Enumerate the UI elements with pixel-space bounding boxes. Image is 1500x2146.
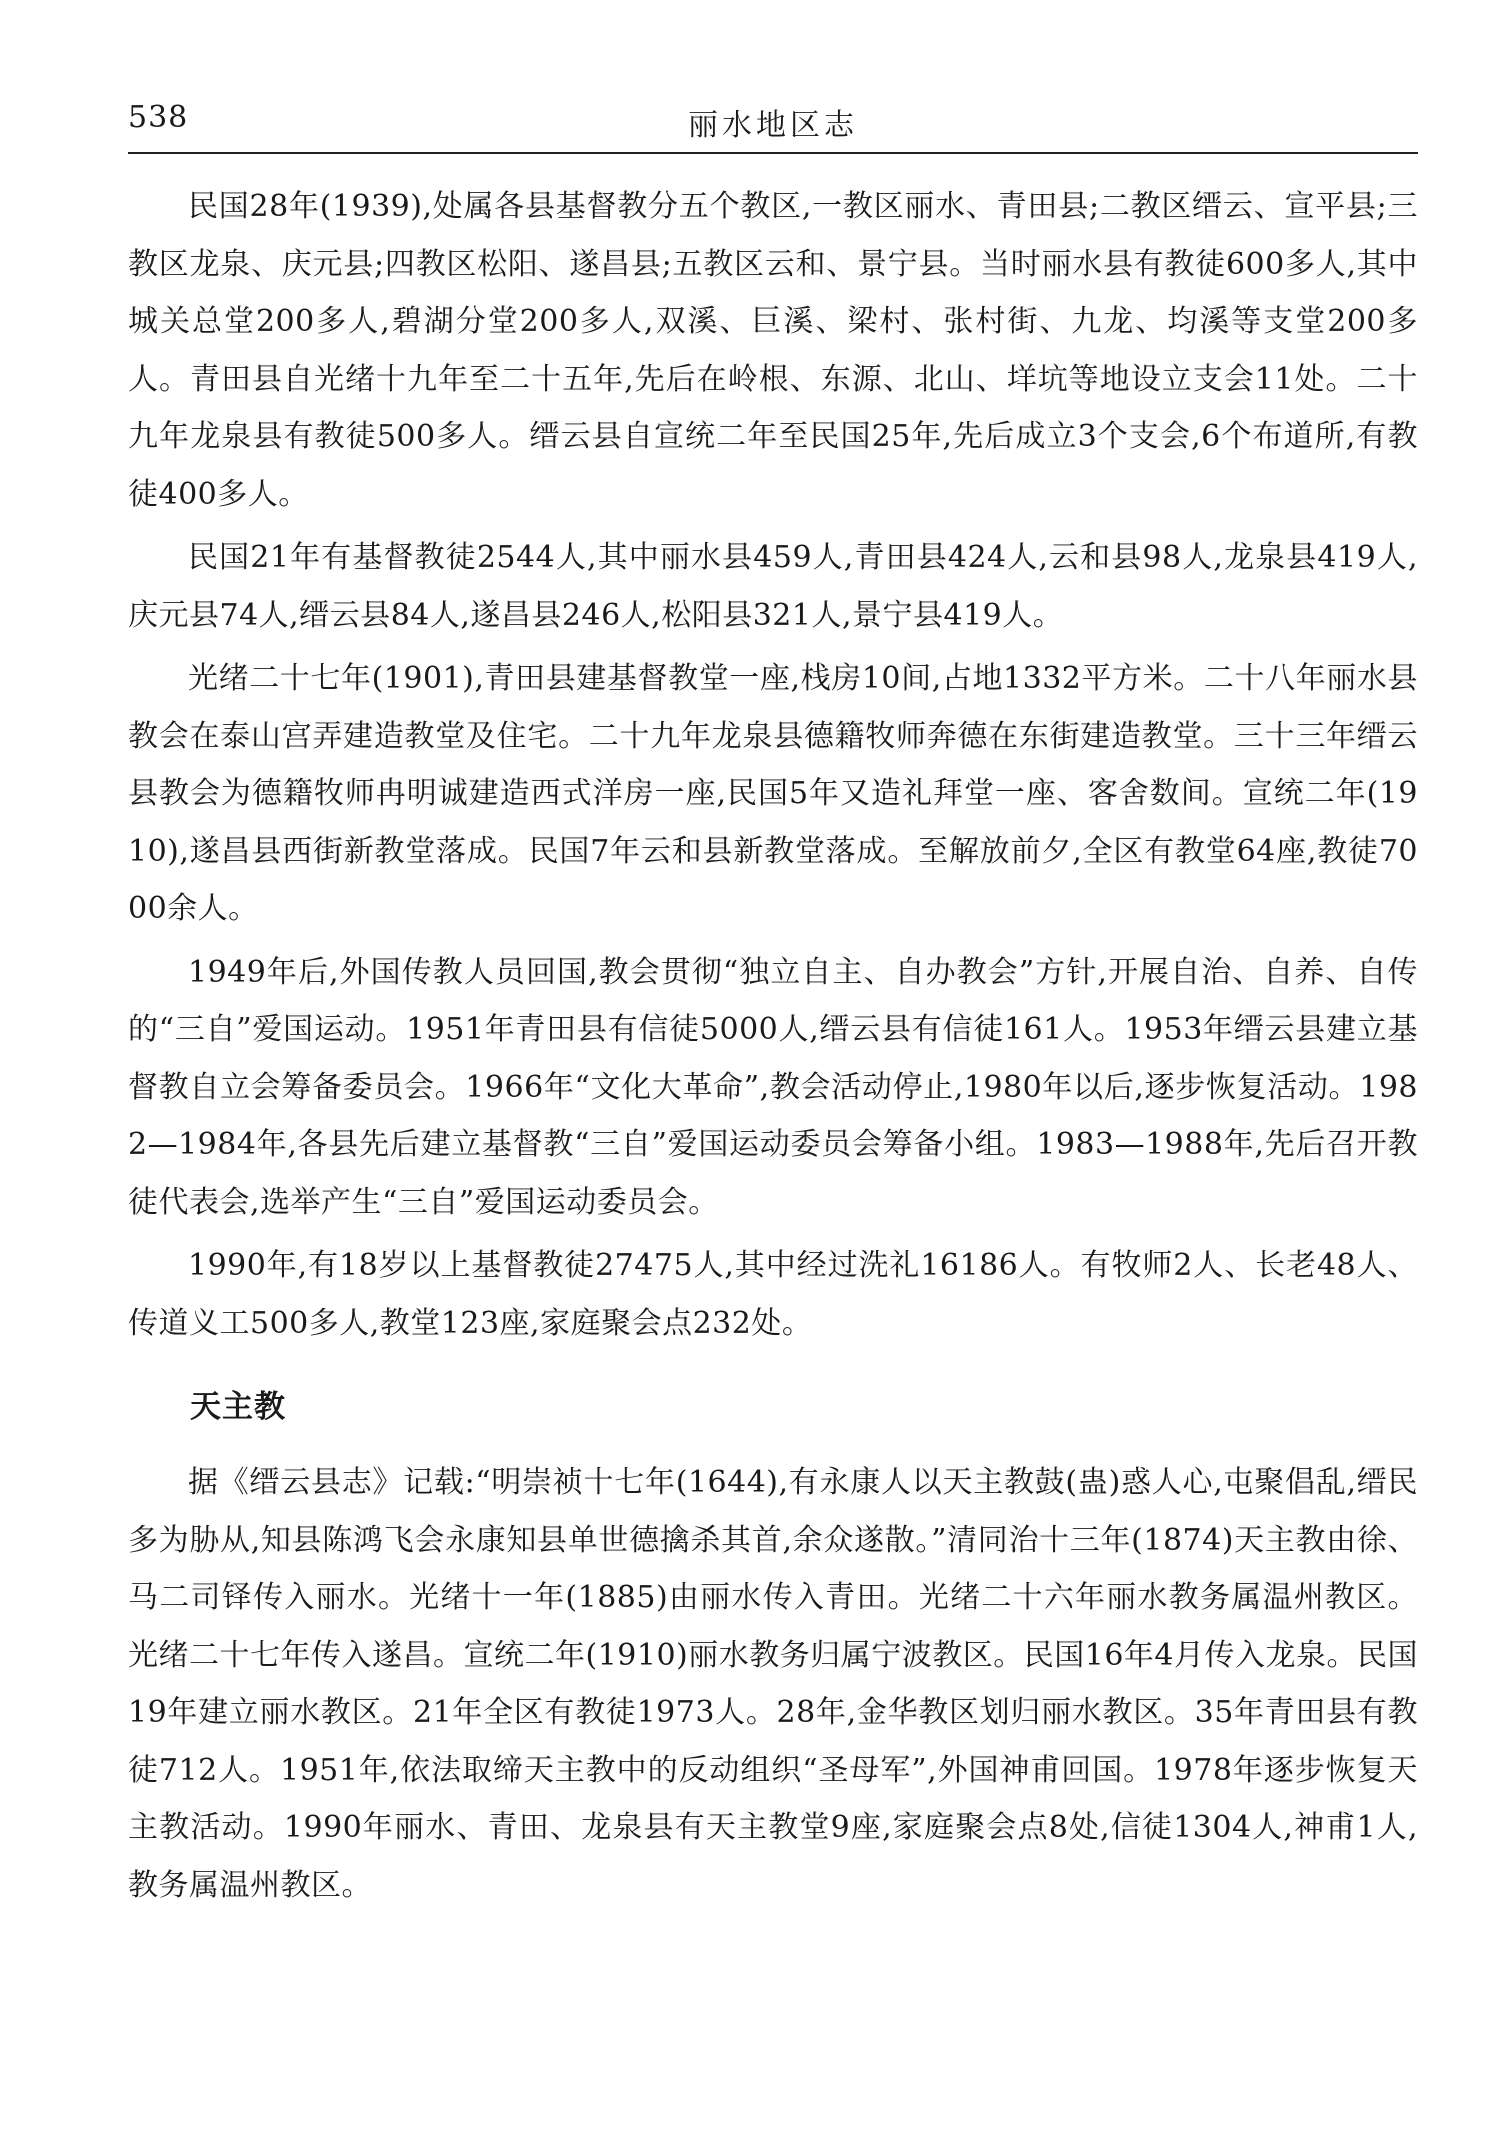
paragraph-protestant-after-1949: 1949年后,外国传教人员回国,教会贯彻“独立自主、自办教会”方针,开展自治、自养、自传的“三自”爱国运动。1951年青田县有信徒5000人,缙云县有信徒161人。1953年缙云县建立基督教自立会筹备委员会。1966年“文化大革命”,教会活动停止,1980年以后,逐步恢复活动。1982—1984年,各县先后建立基督教“三自”爱国运动委员会筹备小组。1983—1988年,先后召开教徒代表会,选举产生“三自”爱国运动委员会。 <box>128 954 1418 1220</box>
page-body <box>128 178 1418 1920</box>
paragraph-catholicism-history: 据《缙云县志》记载:“明崇祯十七年(1644),有永康人以天主教鼓(蛊)惑人心,屯聚倡乱,缙民多为胁从,知县陈鸿飞会永康知县单世德擒杀其首,余众遂散。”清同治十三年(1874)天主教由徐、马二司铎传入丽水。光绪十一年(1885)由丽水传入青田。光绪二十六年丽水教务属温州教区。光绪二十七年传入遂昌。宣统二年(1910)丽水教务归属宁波教区。民国16年4月传入龙泉。民国19年建立丽水教区。21年全区有教徒1973人。28年,金华教区划归丽水教区。35年青田县有教徒712人。1951年,依法取缔天主教中的反动组织“圣母军”,外国神甫回国。1978年逐步恢复天主教活动。1990年丽水、青田、龙泉县有天主教堂9座,家庭聚会点8处,信徒1304人,神甫1人,教务属温州教区。 <box>128 1465 1419 1903</box>
page-header <box>128 100 1418 154</box>
paragraph-protestant-population-1932: 民国21年有基督教徒2544人,其中丽水县459人,青田县424人,云和县98人,龙泉县419人,庆元县74人,缙云县84人,遂昌县246人,松阳县321人,景宁县419人。 <box>128 540 1418 633</box>
section-heading-catholicism: 天主教 <box>190 1389 286 1425</box>
paragraph-protestant-1990: 1990年,有18岁以上基督教徒27475人,其中经过洗礼16186人。有牧师2人、长老48人、传道义工500多人,教堂123座,家庭聚会点232处。 <box>128 1248 1418 1341</box>
running-title: 丽水地区志 <box>688 108 858 143</box>
page-number: 538 <box>128 100 189 135</box>
paragraph-protestant-districts: 民国28年(1939),处属各县基督教分五个教区,一教区丽水、青田县;二教区缙云、宣平县;三教区龙泉、庆元县;四教区松阳、遂昌县;五教区云和、景宁县。当时丽水县有教徒600多人,其中城关总堂200多人,碧湖分堂200多人,双溪、巨溪、梁村、张村街、九龙、均溪等支堂200多人。青田县自光绪十九年至二十五年,先后在岭根、东源、北山、垟坑等地设立支会11处。二十九年龙泉县有教徒500多人。缙云县自宣统二年至民国25年,先后成立3个支会,6个布道所,有教徒400多人。 <box>128 189 1418 512</box>
paragraph-protestant-churches: 光绪二十七年(1901),青田县建基督教堂一座,栈房10间,占地1332平方米。二十八年丽水县教会在泰山宫弄建造教堂及住宅。二十九年龙泉县德籍牧师奔德在东街建造教堂。三十三年缙云县教会为德籍牧师冉明诚建造西式洋房一座,民国5年又造礼拜堂一座、客舍数间。宣统二年(1910),遂昌县西街新教堂落成。民国7年云和县新教堂落成。至解放前夕,全区有教堂64座,教徒7000余人。 <box>128 661 1418 926</box>
